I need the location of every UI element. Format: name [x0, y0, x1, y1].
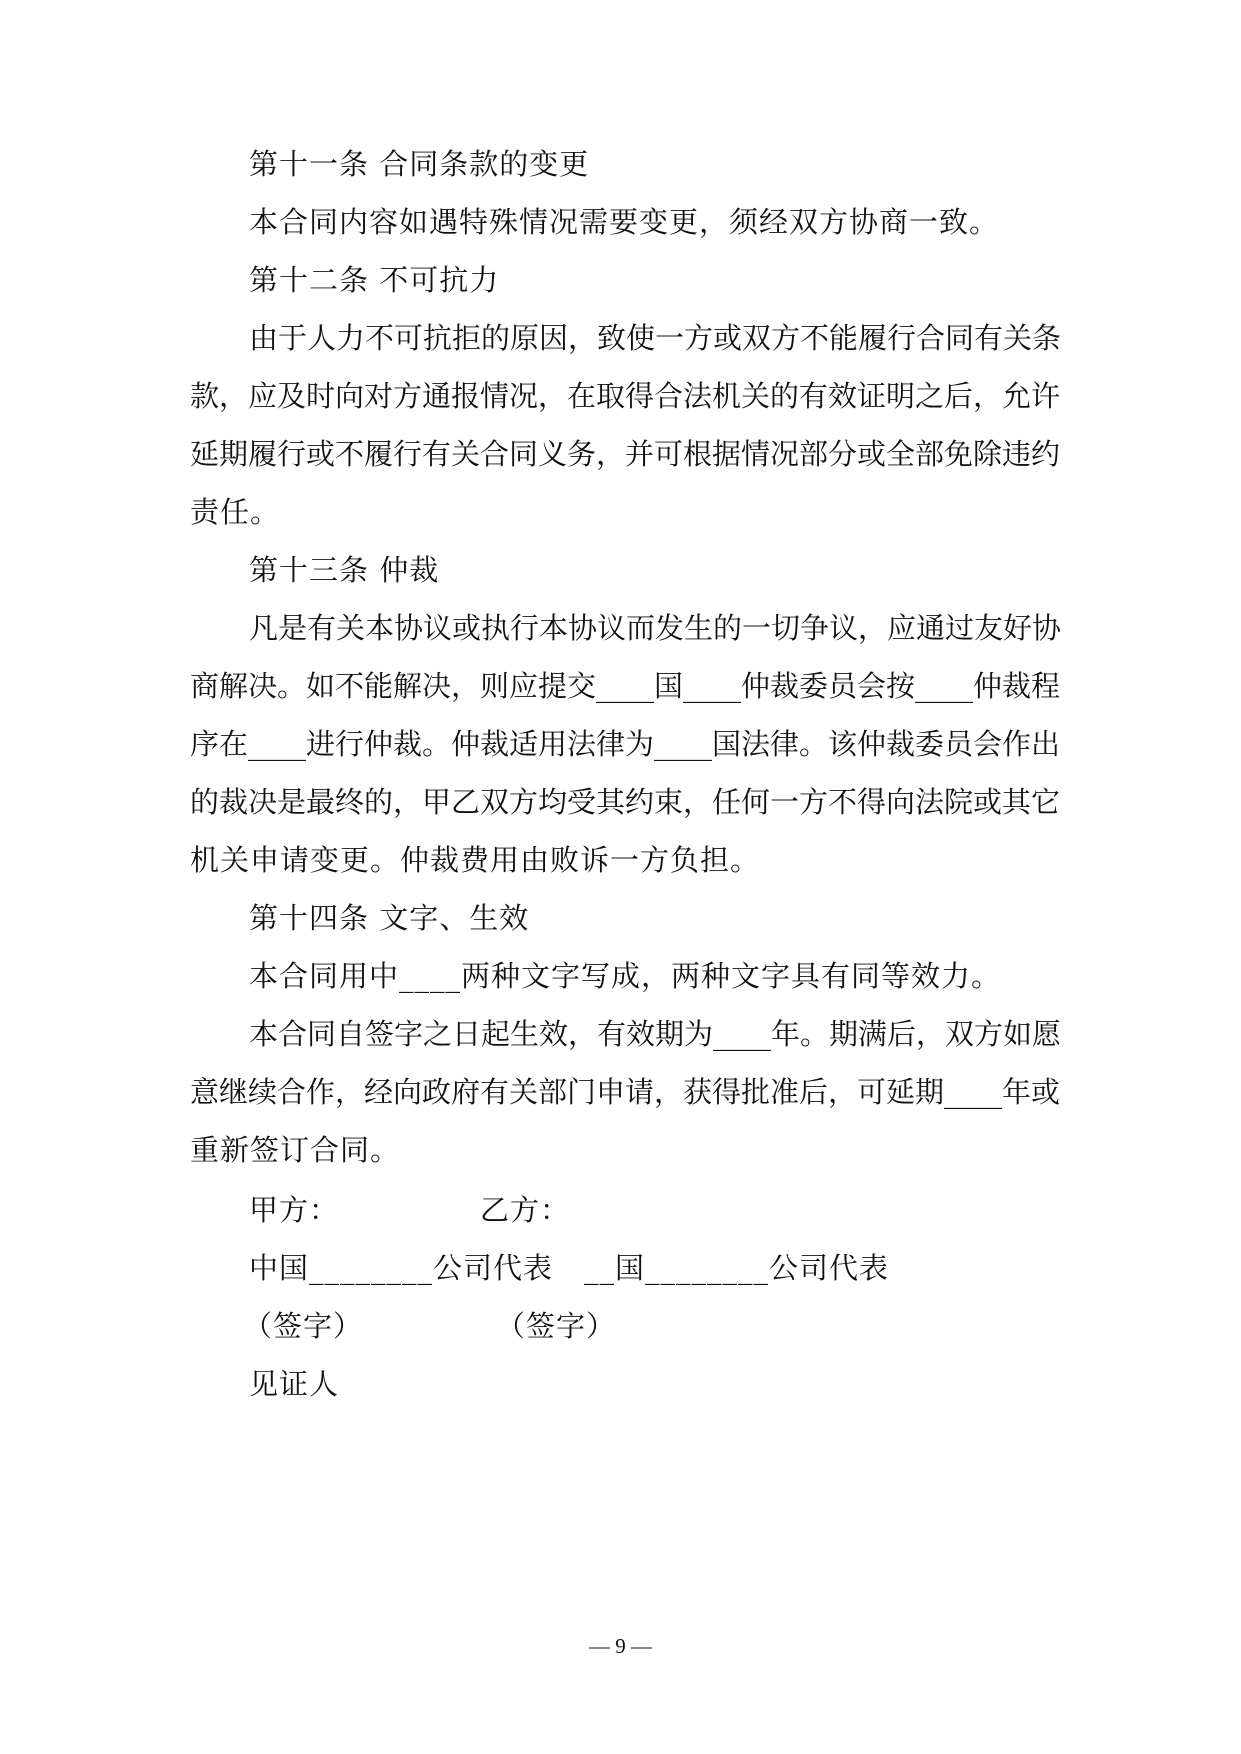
party-b-signature-note: （签字）	[496, 1309, 617, 1343]
article-13-body-line-2: 商解决。如不能解决，则应提交____国____仲裁委员会按____仲裁程	[190, 669, 1061, 703]
page-number: — 9 —	[589, 1634, 652, 1658]
article-14-body-line-2: 本合同自签字之日起生效，有效期为____年。期满后，双方如愿	[249, 1017, 1062, 1051]
article-13-body-line-1: 凡是有关本协议或执行本协议而发生的一切争议，应通过友好协	[249, 611, 1062, 645]
article-14-body-line-3: 意继续合作，经向政府有关部门申请，获得批准后，可延期____年或	[190, 1075, 1061, 1109]
article-14-heading: 第十四条 文字、生效	[249, 901, 530, 935]
party-a-signature-note: （签字）	[243, 1309, 364, 1343]
article-14-body-line-1: 本合同用中____两种文字写成，两种文字具有同等效力。	[249, 959, 1002, 993]
party-a-representative: 中国________公司代表	[249, 1251, 554, 1285]
article-11-heading: 第十一条 合同条款的变更	[249, 147, 590, 181]
party-b-representative: __国________公司代表	[584, 1251, 890, 1285]
article-12-body-line-1: 由于人力不可抗拒的原因，致使一方或双方不能履行合同有关条	[249, 321, 1062, 355]
article-13-body-line-3: 序在____进行仲裁。仲裁适用法律为____国法律。该仲裁委员会作出	[190, 727, 1061, 761]
article-13-body-line-4: 的裁决是最终的，甲乙双方均受其约束，任何一方不得向法院或其它	[190, 785, 1061, 819]
article-12-heading: 第十二条 不可抗力	[249, 263, 500, 297]
article-13-heading: 第十三条 仲裁	[249, 553, 440, 587]
party-a-label: 甲方：	[249, 1193, 340, 1227]
article-13-body-line-5: 机关申请变更。仲裁费用由败诉一方负担。	[190, 843, 761, 877]
party-b-label: 乙方：	[480, 1193, 571, 1227]
article-12-body-line-2: 款，应及时向对方通报情况，在取得合法机关的有效证明之后，允许	[190, 379, 1061, 413]
article-12-body-line-3: 延期履行或不履行有关合同义务，并可根据情况部分或全部免除违约	[190, 437, 1061, 471]
witness-label: 见证人	[249, 1367, 340, 1401]
article-14-body-line-4: 重新签订合同。	[190, 1133, 401, 1167]
article-11-body-line-1: 本合同内容如遇特殊情况需要变更，须经双方协商一致。	[249, 205, 1000, 239]
article-12-body-line-4: 责任。	[190, 495, 281, 529]
